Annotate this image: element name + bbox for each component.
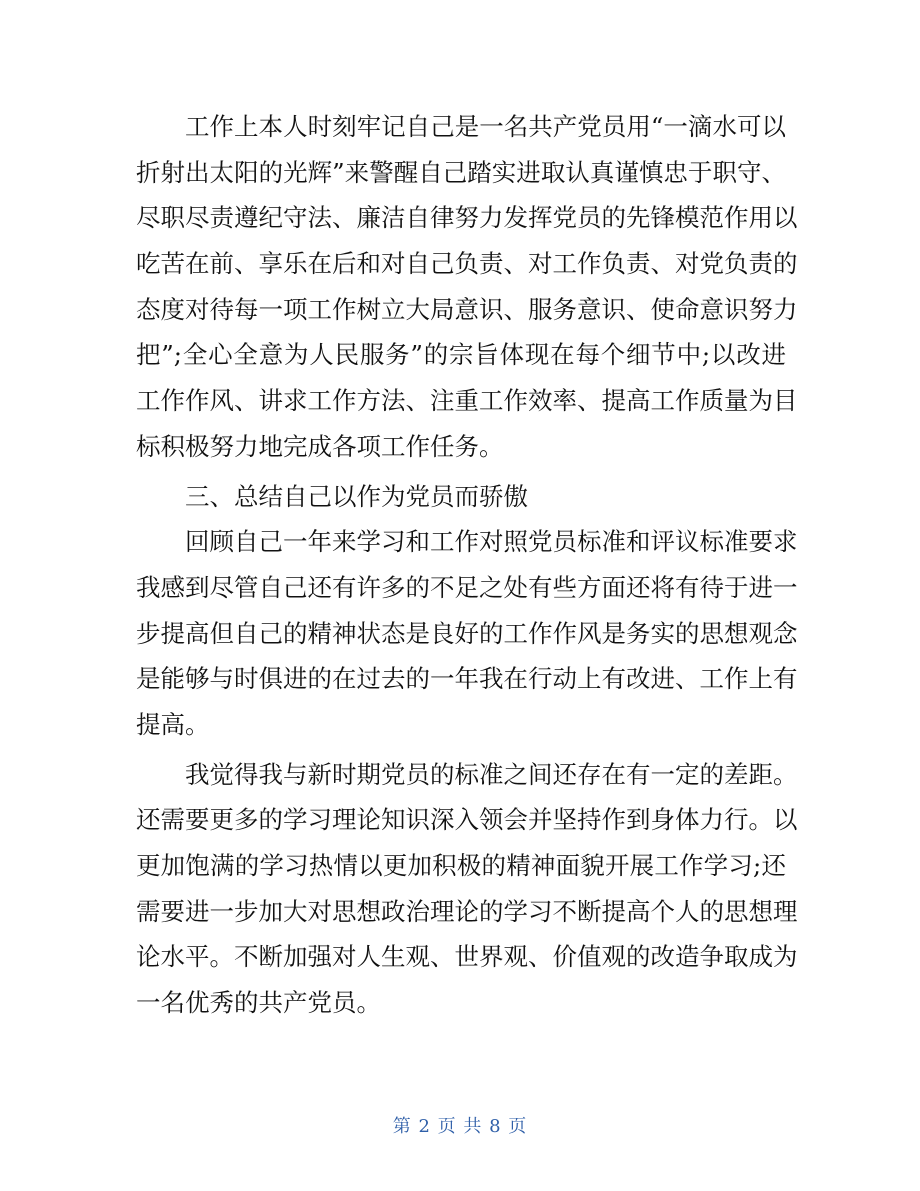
paragraph-line: 我感到尽管自己还有许多的不足之处有些方面还将有待于进一	[136, 572, 798, 602]
paragraph-line: 回顾自己一年来学习和工作对照党员标准和评议标准要求	[185, 527, 798, 557]
paragraph-line: 一名优秀的共产党员。	[136, 988, 381, 1018]
paragraph-review	[136, 519, 798, 747]
paragraph-line: 把”;全心全意为人民服务”的宗旨体现在每个细节中;以改进	[136, 340, 786, 370]
paragraph-line: 吃苦在前、享乐在后和对自己负责、对工作负责、对党负责的	[136, 249, 798, 279]
paragraph-line: 步提高但自己的精神状态是良好的工作作风是务实的思想观念	[136, 618, 798, 648]
page-number-footer: 第 2 页 共 8 页	[392, 1116, 528, 1137]
paragraph-work-attitude	[136, 104, 798, 470]
paragraph-line: 我觉得我与新时期党员的标准之间还存在有一定的差距。	[185, 759, 798, 789]
paragraph-line: 工作上本人时刻牢记自己是一名共产党员用“一滴水可以	[185, 112, 786, 141]
paragraph-line: 工作作风、讲求工作方法、注重工作效率、提高工作质量为目	[136, 386, 798, 416]
paragraph-line: 需要进一步加大对思想政治理论的学习不断提高个人的思想理	[136, 896, 798, 926]
paragraph-line: 态度对待每一项工作树立大局意识、服务意识、使命意识努力	[136, 294, 798, 324]
paragraph-line: 折射出太阳的光辉”来警醒自己踏实进取认真谨慎忠于职守、	[136, 157, 786, 187]
document-body	[136, 104, 798, 1026]
paragraph-line: 是能够与时俱进的在过去的一年我在行动上有改进、工作上有	[136, 664, 798, 694]
paragraph-line: 还需要更多的学习理论知识深入领会并坚持作到身体力行。以	[136, 805, 798, 835]
paragraph-line: 论水平。不断加强对人生观、世界观、价值观的改造争取成为	[136, 942, 798, 972]
paragraph-shortcomings	[136, 752, 798, 1026]
paragraph-line: 标积极努力地完成各项工作任务。	[136, 431, 504, 461]
section-heading-text: 三、总结自己以作为党员而骄傲	[185, 481, 528, 511]
paragraph-line: 尽职尽责遵纪守法、廉洁自律努力发挥党员的先锋模范作用以	[136, 203, 798, 233]
paragraph-line: 更加饱满的学习热情以更加积极的精神面貌开展工作学习;还	[136, 851, 786, 880]
section-heading	[136, 474, 786, 520]
paragraph-line: 提高。	[136, 709, 210, 739]
